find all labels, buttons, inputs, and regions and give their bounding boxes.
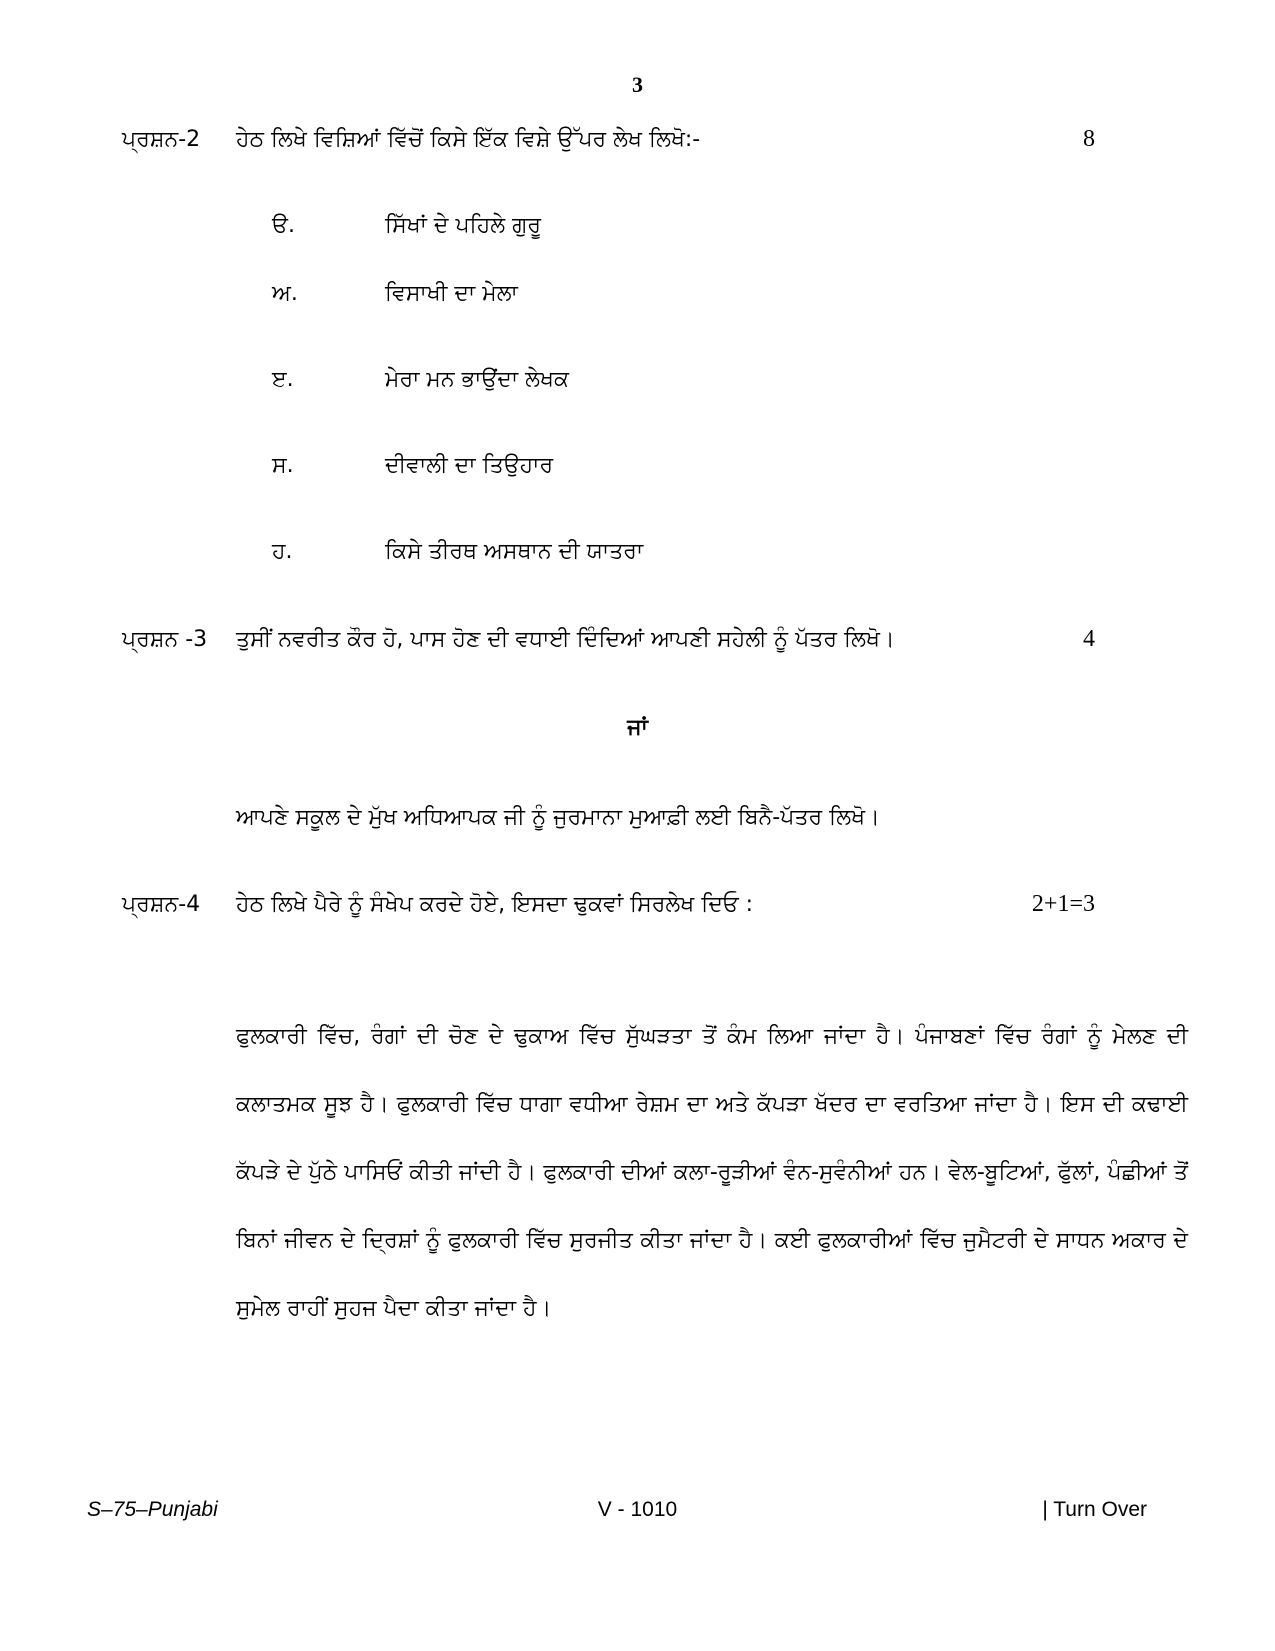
option-d-text: ਦੀਵਾਲੀ ਦਾ ਤਿਉਹਾਰ: [385, 453, 554, 478]
footer-subject-code: S–75–Punjabi: [87, 1498, 218, 1521]
option-c-letter: ੲ.: [272, 367, 294, 392]
question-2-marks: 8: [1083, 126, 1095, 152]
question-3-marks: 4: [1083, 626, 1095, 652]
footer-turn-over: | Turn Over: [1042, 1498, 1147, 1521]
question-3-label: ਪ੍ਰਸ਼ਨ -3: [122, 627, 208, 652]
question-2-text: ਹੇਠ ਲਿਖੇ ਵਿਸ਼ਿਆਂ ਵਿੱਚੋਂ ਕਿਸੇ ਇੱਕ ਵਿਸ਼ੇ ਉੱਪਰ ਲੇਖ ਲਿਖੋ:-: [236, 127, 701, 152]
question-3-alternative: ਆਪਣੇ ਸਕੂਲ ਦੇ ਮੁੱਖ ਅਧਿਆਪਕ ਜੀ ਨੂੰ ਜੁਰਮਾਨਾ ਮੁਆਫ਼ੀ ਲਈ ਬਿਨੈ-ਪੱਤਰ ਲਿਖੋ।: [236, 805, 880, 830]
question-4-marks: 2+1=3: [1031, 891, 1095, 917]
option-e-letter: ਹ.: [272, 539, 293, 564]
option-c-text: ਮੇਰਾ ਮਨ ਭਾਉਂਦਾ ਲੇਖਕ: [385, 367, 569, 392]
page-number: 3: [632, 72, 643, 97]
option-b-letter: ਅ.: [272, 281, 298, 306]
footer-paper-code: V - 1010: [597, 1498, 678, 1521]
option-a-text: ਸਿੱਖਾਂ ਦੇ ਪਹਿਲੇ ਗੁਰੂ: [385, 213, 542, 238]
question-4-text: ਹੇਠ ਲਿਖੇ ਪੈਰੇ ਨੂੰ ਸੰਖੇਪ ਕਰਦੇ ਹੋਏ, ਇਸਦਾ ਢੁਕਵਾਂ ਸਿਰਲੇਖ ਦਿਓ :: [236, 892, 754, 917]
passage-paragraph: ਫੁਲਕਾਰੀ ਵਿੱਚ, ਰੰਗਾਂ ਦੀ ਚੋਣ ਦੇ ਢੁਕਾਅ ਵਿੱਚ ਸੁੱਘੜਤਾ ਤੋਂ ਕੰਮ ਲਿਆ ਜਾਂਦਾ ਹੈ। ਪੰਜਾਬਣਾਂ ਵਿੱਚ ਰੰਗਾਂ ਨੂੰ ਮੇਲਣ ਦੀ ਕਲਾਤਮਕ ਸੂਝ ਹੈ। ਫੁਲਕਾਰੀ ਵਿੱਚ ਧਾਗਾ ਵਧੀਆ ਰੇਸ਼ਮ ਦਾ ਅਤੇ ਕੱਪੜਾ ਖੱਦਰ ਦਾ ਵਰਤਿਆ ਜਾਂਦਾ ਹੈ। ਇਸ ਦੀ ਕਢਾਈ ਕੱਪੜੇ ਦੇ ਪੁੱਠੇ ਪਾਸਿਓਂ ਕੀਤੀ ਜਾਂਦੀ ਹੈ। ਫੁਲਕਾਰੀ ਦੀਆਂ ਕਲਾ-ਰੂੜੀਆਂ ਵੰਨ-ਸੁਵੰਨੀਆਂ ਹਨ। ਵੇਲ-ਬੂਟਿਆਂ, ਫੁੱਲਾਂ, ਪੰਛੀਆਂ ਤੋਂ ਬਿਨਾਂ ਜੀਵਨ ਦੇ ਦ੍ਰਿਸ਼ਾਂ ਨੂੰ ਫੁਲਕਾਰੀ ਵਿੱਚ ਸੁਰਜੀਤ ਕੀਤਾ ਜਾਂਦਾ ਹੈ। ਕਈ ਫੁਲਕਾਰੀਆਂ ਵਿੱਚ ਜੁਮੈਟਰੀ ਦੇ ਸਾਧਨ ਅਕਾਰ ਦੇ ਸੁਮੇਲ ਰਾਹੀਂ ਸੁਹਜ ਪੈਦਾ ਕੀਤਾ ਜਾਂਦਾ ਹੈ।: [236, 1024, 1188, 1321]
option-b-text: ਵਿਸਾਖੀ ਦਾ ਮੇਲਾ: [385, 281, 518, 306]
option-d-letter: ਸ.: [272, 453, 294, 478]
option-a-letter: ੳ.: [272, 213, 295, 238]
or-divider: ਜਾਂ: [627, 715, 648, 740]
question-3-text: ਤੁਸੀਂ ਨਵਰੀਤ ਕੌਰ ਹੋ, ਪਾਸ ਹੋਣ ਦੀ ਵਧਾਈ ਦਿੰਦਿਆਂ ਆਪਣੀ ਸਹੇਲੀ ਨੂੰ ਪੱਤਰ ਲਿਖੋ।: [236, 627, 895, 652]
option-e-text: ਕਿਸੇ ਤੀਰਥ ਅਸਥਾਨ ਦੀ ਯਾਤਰਾ: [385, 539, 644, 564]
question-4-label: ਪ੍ਰਸ਼ਨ-4: [122, 892, 201, 917]
question-2-label: ਪ੍ਰਸ਼ਨ-2: [122, 127, 201, 152]
